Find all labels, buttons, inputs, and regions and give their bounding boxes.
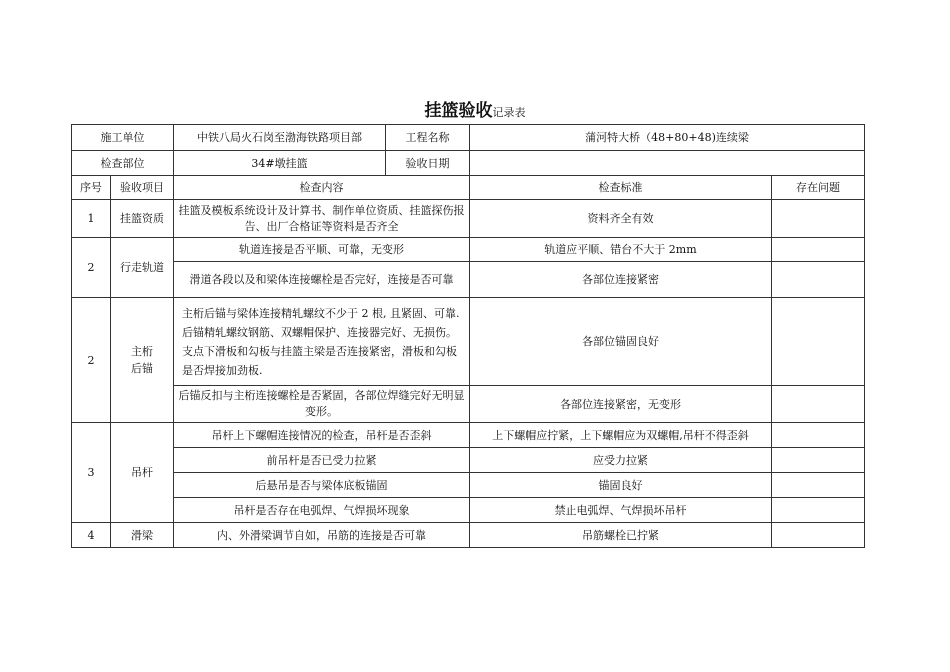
table-row — [72, 523, 865, 548]
row-issues — [772, 523, 865, 548]
header-issues: 存在问题 — [772, 176, 865, 200]
row-item-line2: 后锚 — [131, 362, 153, 375]
row-issues — [772, 298, 865, 386]
row-item — [111, 298, 174, 423]
table-row — [72, 200, 865, 238]
row-issues — [772, 200, 865, 238]
row-standard: 应受力拉紧 — [470, 448, 772, 473]
row-seq: 1 — [72, 200, 111, 238]
title-main: 挂篮验收 — [424, 101, 493, 121]
header-standard: 检查标准 — [470, 176, 772, 200]
row-content: 后锚反扣与主桁连接螺栓是否紧固，各部位焊缝完好无明显变形。 — [174, 386, 470, 423]
row-standard: 资料齐全有效 — [470, 200, 772, 238]
row-item: 吊杆 — [111, 423, 174, 523]
table-row — [72, 298, 865, 386]
table-row — [72, 238, 865, 262]
table-row — [72, 423, 865, 448]
row-item-line1: 主桁 — [131, 345, 153, 358]
title-sub: 记录表 — [492, 106, 526, 119]
row-standard: 禁止电弧焊、气焊损坏吊杆 — [470, 498, 772, 523]
row-standard: 锚固良好 — [470, 473, 772, 498]
row-content: 轨道连接是否平顺、可靠，无变形 — [174, 238, 470, 262]
row-issues — [772, 262, 865, 298]
date-value — [470, 151, 865, 176]
row-standard: 各部位连接紧密，无变形 — [470, 386, 772, 423]
row-seq: 2 — [72, 238, 111, 298]
row-content: 吊杆上下螺帽连接情况的检查，吊杆是否歪斜 — [174, 423, 470, 448]
row-issues — [772, 448, 865, 473]
row-content: 前吊杆是否已受力拉紧 — [174, 448, 470, 473]
page-title — [0, 96, 950, 121]
row-issues — [772, 386, 865, 423]
row-issues — [772, 498, 865, 523]
info-row-2 — [72, 151, 865, 176]
row-standard: 轨道应平顺、错台不大于 2mm — [470, 238, 772, 262]
row-content: 滑道各段以及和梁体连接螺栓是否完好，连接是否可靠 — [174, 262, 470, 298]
row-content: 主桁后锚与梁体连接精轧螺纹不少于 2 根, 且紧固、可靠. 后锚精轧螺纹钢筋、双螺帽保护、连接器完好、无损伤。支点下滑板和勾板与挂篮主梁是否连接紧密，滑板和勾板是否焊接加劲板. — [174, 298, 470, 386]
row-issues — [772, 238, 865, 262]
row-item: 滑梁 — [111, 523, 174, 548]
part-label: 检查部位 — [72, 151, 174, 176]
table-row — [72, 448, 865, 473]
table-row — [72, 262, 865, 298]
part-value: 34#墩挂篮 — [174, 151, 386, 176]
row-standard: 上下螺帽应拧紧，上下螺帽应为双螺帽,吊杆不得歪斜 — [470, 423, 772, 448]
header-row — [72, 176, 865, 200]
header-item: 验收项目 — [111, 176, 174, 200]
table-row — [72, 473, 865, 498]
row-content: 内、外滑梁调节自如，吊筋的连接是否可靠 — [174, 523, 470, 548]
project-value: 蒲河特大桥（48+80+48)连续梁 — [470, 125, 865, 151]
row-standard: 各部位连接紧密 — [470, 262, 772, 298]
row-standard: 各部位锚固良好 — [470, 298, 772, 386]
header-content: 检查内容 — [174, 176, 470, 200]
project-label: 工程名称 — [386, 125, 470, 151]
row-item: 挂篮资质 — [111, 200, 174, 238]
table-row — [72, 498, 865, 523]
row-content: 后悬吊是否与梁体底板锚固 — [174, 473, 470, 498]
row-issues — [772, 473, 865, 498]
unit-value: 中铁八局火石岗至渤海铁路项目部 — [174, 125, 386, 151]
unit-label: 施工单位 — [72, 125, 174, 151]
date-label: 验收日期 — [386, 151, 470, 176]
header-seq: 序号 — [72, 176, 111, 200]
row-content: 吊杆是否存在电弧焊、气焊损坏现象 — [174, 498, 470, 523]
row-seq: 2 — [72, 298, 111, 423]
row-seq: 4 — [72, 523, 111, 548]
row-seq: 3 — [72, 423, 111, 523]
row-content: 挂篮及模板系统设计及计算书、制作单位资质、挂篮探伤报告、出厂合格证等资料是否齐全 — [174, 200, 470, 238]
row-issues — [772, 423, 865, 448]
row-item: 行走轨道 — [111, 238, 174, 298]
row-standard: 吊筋螺栓已拧紧 — [470, 523, 772, 548]
table-row — [72, 386, 865, 423]
acceptance-table — [71, 124, 865, 548]
info-row-1 — [72, 125, 865, 151]
